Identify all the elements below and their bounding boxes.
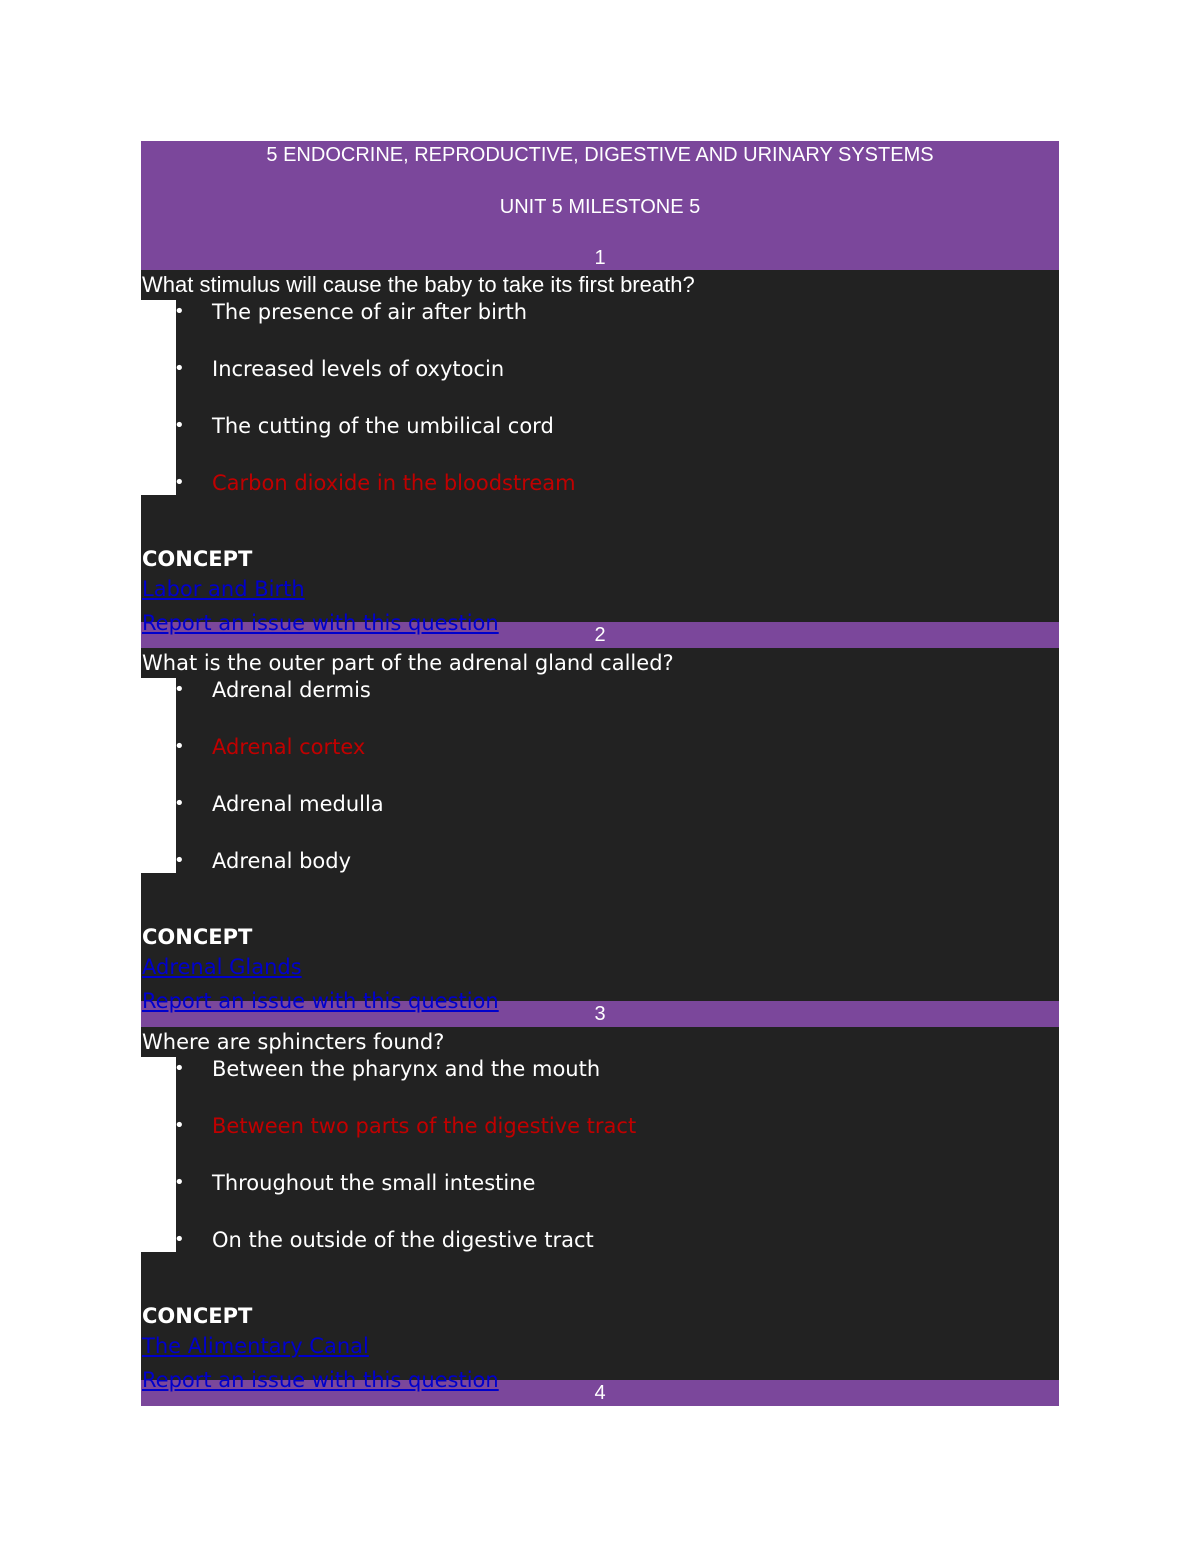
bullet-icon: • bbox=[174, 679, 185, 700]
answer-options bbox=[141, 678, 1059, 906]
question-block-2 bbox=[141, 648, 1059, 1013]
question-block-3 bbox=[141, 1027, 1059, 1392]
answer-options bbox=[141, 1057, 1059, 1285]
report-issue-link[interactable]: Report an issue with this question bbox=[142, 989, 499, 1013]
bullet-icon: • bbox=[174, 850, 185, 871]
document-page bbox=[141, 141, 1059, 1406]
question-text: Where are sphincters found? bbox=[142, 1030, 445, 1054]
bullet-icon: • bbox=[174, 1229, 185, 1250]
answer-options bbox=[141, 300, 1059, 528]
concept-link[interactable]: The Alimentary Canal bbox=[142, 1334, 369, 1358]
bullet-icon: • bbox=[174, 358, 185, 379]
answer-option[interactable]: • Between the pharynx and the mouth bbox=[174, 1057, 601, 1081]
report-issue-link[interactable]: Report an issue with this question bbox=[142, 611, 499, 635]
answer-option[interactable]: • Throughout the small intestine bbox=[174, 1171, 536, 1195]
bullet-icon: • bbox=[174, 1115, 185, 1136]
answer-option[interactable]: • The cutting of the umbilical cord bbox=[174, 414, 554, 438]
document-header bbox=[141, 141, 1059, 270]
answer-option[interactable]: • Adrenal dermis bbox=[174, 678, 371, 702]
report-issue-link[interactable]: Report an issue with this question bbox=[142, 1368, 499, 1392]
answer-option[interactable]: • Increased levels of oxytocin bbox=[174, 357, 505, 381]
question-number: 1 bbox=[594, 247, 606, 269]
answer-option[interactable]: • Adrenal medulla bbox=[174, 792, 384, 816]
question-block-1 bbox=[141, 270, 1059, 635]
question-number: 2 bbox=[141, 622, 1059, 648]
document-title: 5 ENDOCRINE, REPRODUCTIVE, DIGESTIVE AND URINARY SYSTEMS bbox=[266, 144, 934, 166]
answer-option-correct[interactable]: • Between two parts of the digestive tract bbox=[174, 1114, 637, 1138]
answer-option[interactable]: • Adrenal body bbox=[174, 849, 352, 873]
question-number: 4 bbox=[141, 1380, 1059, 1406]
bullet-icon: • bbox=[174, 736, 185, 757]
answer-option[interactable]: • On the outside of the digestive tract bbox=[174, 1228, 594, 1252]
concept-label: CONCEPT bbox=[142, 925, 253, 949]
answer-option-correct[interactable]: • Carbon dioxide in the bloodstream bbox=[174, 471, 576, 495]
bullet-icon: • bbox=[174, 415, 185, 436]
concept-link[interactable]: Labor and Birth bbox=[142, 577, 305, 601]
concept-label: CONCEPT bbox=[142, 547, 253, 571]
answer-option-correct[interactable]: • Adrenal cortex bbox=[174, 735, 366, 759]
bullet-icon: • bbox=[174, 1058, 185, 1079]
bullet-icon: • bbox=[174, 472, 185, 493]
bullet-icon: • bbox=[174, 1172, 185, 1193]
answer-option[interactable]: • The presence of air after birth bbox=[174, 300, 528, 324]
concept-label: CONCEPT bbox=[142, 1304, 253, 1328]
question-text: What stimulus will cause the baby to take its first breath? bbox=[142, 272, 695, 297]
document-subtitle: UNIT 5 MILESTONE 5 bbox=[499, 196, 701, 218]
question-number: 3 bbox=[141, 1001, 1059, 1027]
question-text: What is the outer part of the adrenal gland called? bbox=[142, 651, 674, 675]
bullet-icon: • bbox=[174, 793, 185, 814]
concept-link[interactable]: Adrenal Glands bbox=[142, 955, 302, 979]
bullet-icon: • bbox=[174, 301, 185, 322]
